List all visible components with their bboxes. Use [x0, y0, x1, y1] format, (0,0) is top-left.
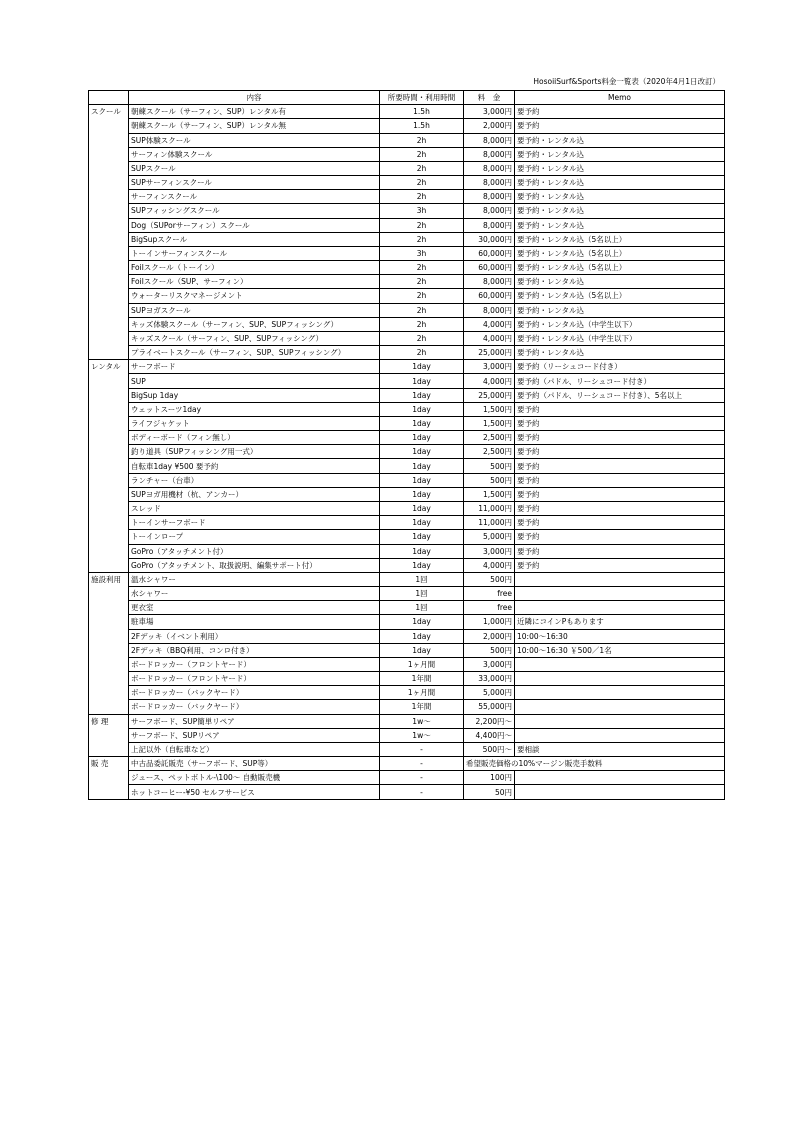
item-cell: SUPヨガ用機材（杭、アンカー）	[129, 487, 380, 501]
price-cell: 2,000円	[464, 119, 515, 133]
item-cell: ウェットスーツ1day	[129, 402, 380, 416]
item-cell: SUPヨガスクール	[129, 303, 380, 317]
item-cell: プライベートスクール（サーフィン、SUP、SUPフィッシング）	[129, 346, 380, 360]
price-cell: free	[464, 601, 515, 615]
price-cell: 4,000円	[464, 331, 515, 345]
memo-cell: 要予約・レンタル込（5名以上）	[515, 232, 725, 246]
price-cell: 8,000円	[464, 303, 515, 317]
memo-cell: 要予約	[515, 402, 725, 416]
item-cell: SUP体験スクール	[129, 133, 380, 147]
time-cell: 1w〜	[380, 728, 464, 742]
table-row	[89, 587, 725, 601]
time-cell: 2h	[380, 176, 464, 190]
time-cell: -	[380, 742, 464, 756]
item-cell: ボディーボード（フィン無し）	[129, 431, 380, 445]
price-cell: 3,000円	[464, 105, 515, 119]
table-row	[89, 388, 725, 402]
memo-cell	[515, 572, 725, 586]
time-cell: 1回	[380, 572, 464, 586]
memo-cell: 要予約	[515, 459, 725, 473]
category-label: レンタル	[89, 360, 129, 573]
price-cell: 1,500円	[464, 487, 515, 501]
price-cell: 11,000円	[464, 501, 515, 515]
memo-cell: 要予約・レンタル込	[515, 176, 725, 190]
table-row	[89, 558, 725, 572]
category-label: 施設利用	[89, 572, 129, 714]
memo-cell: 要予約	[515, 119, 725, 133]
time-cell: 1day	[380, 643, 464, 657]
table-row	[89, 601, 725, 615]
price-cell: 25,000円	[464, 388, 515, 402]
memo-cell: 要予約	[515, 431, 725, 445]
item-cell: サーフボード、SUP簡単リペア	[129, 714, 380, 728]
time-cell: 2h	[380, 190, 464, 204]
table-row	[89, 246, 725, 260]
table-row	[89, 473, 725, 487]
item-cell: スレッド	[129, 501, 380, 515]
time-cell: 1.5h	[380, 105, 464, 119]
table-row	[89, 133, 725, 147]
time-cell: 1day	[380, 530, 464, 544]
memo-cell	[515, 657, 725, 671]
price-cell: 3,000円	[464, 657, 515, 671]
table-row	[89, 672, 725, 686]
time-cell: 2h	[380, 232, 464, 246]
item-cell: サーフボード	[129, 360, 380, 374]
item-cell: 温水シャワー	[129, 572, 380, 586]
table-row	[89, 416, 725, 430]
price-cell: 3,000円	[464, 544, 515, 558]
table-row	[89, 728, 725, 742]
item-cell: 釣り道具（SUPフィッシング用一式）	[129, 445, 380, 459]
memo-cell: 要予約	[515, 105, 725, 119]
header-memo: Memo	[515, 91, 725, 105]
time-cell: 1回	[380, 601, 464, 615]
time-cell: 1ヶ月間	[380, 657, 464, 671]
memo-cell: 要予約（リーシュコード付き）	[515, 360, 725, 374]
memo-cell	[515, 714, 725, 728]
memo-cell: 要予約（パドル、リーシュコード付き）	[515, 374, 725, 388]
time-cell: 1day	[380, 416, 464, 430]
price-cell: 500円	[464, 473, 515, 487]
item-cell: ボードロッカー（バックヤード）	[129, 700, 380, 714]
item-cell: 中古品委託販売（サーフボード、SUP等）	[129, 757, 380, 771]
item-cell: 朝練スクール（サーフィン、SUP）レンタル有	[129, 105, 380, 119]
price-cell: 8,000円	[464, 176, 515, 190]
memo-cell: 近隣にコインPもあります	[515, 615, 725, 629]
memo-cell: 要予約・レンタル込（中学生以下）	[515, 331, 725, 345]
time-cell: -	[380, 785, 464, 799]
memo-cell: 要予約・レンタル込（5名以上）	[515, 289, 725, 303]
time-cell: 1day	[380, 473, 464, 487]
table-row	[89, 346, 725, 360]
table-row	[89, 487, 725, 501]
memo-cell	[515, 771, 725, 785]
price-cell: 60,000円	[464, 289, 515, 303]
table-row	[89, 374, 725, 388]
time-cell: 2h	[380, 303, 464, 317]
table-row	[89, 445, 725, 459]
memo-cell: 要予約	[515, 544, 725, 558]
price-cell: 2,500円	[464, 431, 515, 445]
time-cell: 1day	[380, 487, 464, 501]
memo-cell: 要予約・レンタル込	[515, 161, 725, 175]
price-cell: 33,000円	[464, 672, 515, 686]
item-cell: トーインサーフボード	[129, 516, 380, 530]
memo-cell: 要予約・レンタル込	[515, 147, 725, 161]
time-cell: 1day	[380, 501, 464, 515]
item-cell: ホットコーヒー-¥50 セルフサービス	[129, 785, 380, 799]
memo-cell	[515, 686, 725, 700]
item-cell: Dog（SUPorサーフィン）スクール	[129, 218, 380, 232]
table-row	[89, 544, 725, 558]
header-price: 料 金	[464, 91, 515, 105]
price-cell: 2,200円〜	[464, 714, 515, 728]
item-cell: SUPフィッシングスクール	[129, 204, 380, 218]
item-cell: Foilスクール（トーイン）	[129, 261, 380, 275]
time-cell: -	[380, 757, 464, 771]
time-cell: 2h	[380, 218, 464, 232]
memo-cell	[515, 700, 725, 714]
table-row	[89, 176, 725, 190]
time-cell: 1day	[380, 388, 464, 402]
price-cell: 8,000円	[464, 218, 515, 232]
price-cell: 8,000円	[464, 147, 515, 161]
table-row	[89, 516, 725, 530]
table-row	[89, 402, 725, 416]
time-cell: 1day	[380, 516, 464, 530]
table-row	[89, 785, 725, 799]
time-cell: 1.5h	[380, 119, 464, 133]
memo-cell: 要予約	[515, 516, 725, 530]
memo-cell	[515, 672, 725, 686]
table-row	[89, 275, 725, 289]
time-cell: 2h	[380, 275, 464, 289]
price-cell: 8,000円	[464, 204, 515, 218]
price-cell: 3,000円	[464, 360, 515, 374]
memo-cell	[515, 728, 725, 742]
memo-cell: 要予約・レンタル込	[515, 275, 725, 289]
price-cell: 4,000円	[464, 317, 515, 331]
table-row	[89, 289, 725, 303]
item-cell: ライフジャケット	[129, 416, 380, 430]
table-row	[89, 360, 725, 374]
memo-cell: 要予約	[515, 445, 725, 459]
header-category	[89, 91, 129, 105]
document-title: HosoiiSurf&Sports料金一覧表（2020年4月1日改訂）	[533, 77, 720, 86]
time-cell: 1w〜	[380, 714, 464, 728]
item-cell: SUPサーフィンスクール	[129, 176, 380, 190]
memo-cell: 10:00〜16:30	[515, 629, 725, 643]
table-row	[89, 700, 725, 714]
table-row	[89, 657, 725, 671]
item-cell: 2Fデッキ（イベント利用）	[129, 629, 380, 643]
price-cell: 8,000円	[464, 133, 515, 147]
memo-cell: 要予約・レンタル込	[515, 303, 725, 317]
price-cell: 500円	[464, 459, 515, 473]
memo-cell: 要予約・レンタル込（5名以上）	[515, 261, 725, 275]
item-cell: サーフボード、SUPリペア	[129, 728, 380, 742]
item-cell: トーインロープ	[129, 530, 380, 544]
item-cell: ランチャー（台車）	[129, 473, 380, 487]
item-cell: SUPスクール	[129, 161, 380, 175]
table-row	[89, 105, 725, 119]
table-row	[89, 261, 725, 275]
price-cell: 11,000円	[464, 516, 515, 530]
item-cell: 水シャワー	[129, 587, 380, 601]
price-cell: 500円	[464, 572, 515, 586]
price-cell: 60,000円	[464, 246, 515, 260]
price-cell: 2,500円	[464, 445, 515, 459]
memo-cell	[515, 785, 725, 799]
memo-cell: 要予約・レンタル込	[515, 190, 725, 204]
price-cell: 25,000円	[464, 346, 515, 360]
table-row	[89, 757, 725, 771]
memo-cell: 要予約（パドル、リーシュコード付き）、5名以上	[515, 388, 725, 402]
time-cell: 1day	[380, 629, 464, 643]
item-cell: キッズ体験スクール（サーフィン、SUP、SUPフィッシング）	[129, 317, 380, 331]
memo-cell: 要予約・レンタル込	[515, 218, 725, 232]
item-cell: 駐車場	[129, 615, 380, 629]
time-cell: 1年間	[380, 700, 464, 714]
table-row	[89, 714, 725, 728]
item-cell: ボードロッカー（バックヤード）	[129, 686, 380, 700]
memo-cell: 要予約・レンタル込（5名以上）	[515, 246, 725, 260]
item-cell: 上記以外（自転車など）	[129, 742, 380, 756]
memo-cell: 要予約・レンタル込	[515, 346, 725, 360]
price-cell: 50円	[464, 785, 515, 799]
time-cell: 1day	[380, 558, 464, 572]
memo-cell	[515, 601, 725, 615]
price-cell: 55,000円	[464, 700, 515, 714]
item-cell: Foilスクール（SUP、サーフィン）	[129, 275, 380, 289]
price-cell: 60,000円	[464, 261, 515, 275]
table-body	[89, 105, 725, 799]
time-cell: 1day	[380, 374, 464, 388]
price-cell: 4,000円	[464, 558, 515, 572]
table-row	[89, 204, 725, 218]
price-cell: free	[464, 587, 515, 601]
table-row	[89, 615, 725, 629]
time-cell: 2h	[380, 161, 464, 175]
item-cell: サーフィンスクール	[129, 190, 380, 204]
memo-cell: 要予約	[515, 501, 725, 515]
price-cell: 2,000円	[464, 629, 515, 643]
item-cell: 更衣室	[129, 601, 380, 615]
time-cell: 2h	[380, 331, 464, 345]
table-row	[89, 501, 725, 515]
time-cell: 1day	[380, 402, 464, 416]
table-row	[89, 161, 725, 175]
time-cell: -	[380, 771, 464, 785]
price-cell: 500円	[464, 643, 515, 657]
item-cell: GoPro（アタッチメント、取扱説明、編集サポート付）	[129, 558, 380, 572]
table-row	[89, 742, 725, 756]
price-cell: 8,000円	[464, 190, 515, 204]
time-cell: 1day	[380, 544, 464, 558]
time-cell: 1ヶ月間	[380, 686, 464, 700]
item-cell: ジュース、ペットボトル-\100〜 自動販売機	[129, 771, 380, 785]
time-cell: 1day	[380, 360, 464, 374]
header-item: 内容	[129, 91, 380, 105]
time-cell: 2h	[380, 289, 464, 303]
time-cell: 1day	[380, 615, 464, 629]
memo-cell: 要予約	[515, 487, 725, 501]
price-cell: 5,000円	[464, 530, 515, 544]
memo-cell: 要予約	[515, 473, 725, 487]
table-header-row	[89, 91, 725, 105]
item-cell: 朝練スクール（サーフィン、SUP）レンタル無	[129, 119, 380, 133]
memo-cell	[515, 587, 725, 601]
item-cell: 自転車1day ¥500 要予約	[129, 459, 380, 473]
item-cell: トーインサーフィンスクール	[129, 246, 380, 260]
item-cell: ボードロッカー（フロントヤード）	[129, 657, 380, 671]
table-row	[89, 218, 725, 232]
time-cell: 3h	[380, 204, 464, 218]
table-row	[89, 331, 725, 345]
category-label: 販 売	[89, 757, 129, 800]
price-cell: 8,000円	[464, 275, 515, 289]
price-cell: 4,400円〜	[464, 728, 515, 742]
time-cell: 1day	[380, 445, 464, 459]
table-row	[89, 530, 725, 544]
memo-cell: 要予約	[515, 530, 725, 544]
price-cell: 500円〜	[464, 742, 515, 756]
price-cell: 30,000円	[464, 232, 515, 246]
item-cell: キッズスクール（サーフィン、SUP、SUPフィッシング）	[129, 331, 380, 345]
memo-cell: 要予約・レンタル込	[515, 133, 725, 147]
table-row	[89, 317, 725, 331]
item-cell: BigSup 1day	[129, 388, 380, 402]
price-cell: 4,000円	[464, 374, 515, 388]
price-cell: 1,000円	[464, 615, 515, 629]
time-cell: 2h	[380, 346, 464, 360]
price-cell: 5,000円	[464, 686, 515, 700]
time-cell: 3h	[380, 246, 464, 260]
price-cell: 100円	[464, 771, 515, 785]
category-label: スクール	[89, 105, 129, 360]
item-cell: GoPro（アタッチメント付）	[129, 544, 380, 558]
table-row	[89, 119, 725, 133]
header-time: 所要時間・利用時間	[380, 91, 464, 105]
item-cell: BigSupスクール	[129, 232, 380, 246]
table-row	[89, 629, 725, 643]
item-cell: ウォーターリスクマネージメント	[129, 289, 380, 303]
memo-cell: 要予約	[515, 558, 725, 572]
time-cell: 1day	[380, 431, 464, 445]
memo-cell: 10:00〜16:30 ￥500／1名	[515, 643, 725, 657]
item-cell: 2Fデッキ（BBQ利用、コンロ付き）	[129, 643, 380, 657]
time-cell: 1回	[380, 587, 464, 601]
table-row	[89, 643, 725, 657]
memo-cell: 要予約・レンタル込（中学生以下）	[515, 317, 725, 331]
time-cell: 2h	[380, 261, 464, 275]
table-row	[89, 190, 725, 204]
time-cell: 2h	[380, 317, 464, 331]
table-row	[89, 232, 725, 246]
table-row	[89, 431, 725, 445]
table-row	[89, 686, 725, 700]
price-cell: 希望販売価格の10%マージン販売手数料	[464, 757, 725, 771]
memo-cell: 要相談	[515, 742, 725, 756]
time-cell: 1day	[380, 459, 464, 473]
price-table	[88, 90, 725, 800]
table-row	[89, 147, 725, 161]
item-cell: SUP	[129, 374, 380, 388]
time-cell: 2h	[380, 133, 464, 147]
memo-cell: 要予約	[515, 416, 725, 430]
price-cell: 1,500円	[464, 402, 515, 416]
memo-cell: 要予約・レンタル込	[515, 204, 725, 218]
item-cell: ボードロッカー（フロントヤード）	[129, 672, 380, 686]
table-row	[89, 572, 725, 586]
time-cell: 2h	[380, 147, 464, 161]
price-cell: 8,000円	[464, 161, 515, 175]
table-row	[89, 303, 725, 317]
table-row	[89, 459, 725, 473]
price-cell: 1,500円	[464, 416, 515, 430]
item-cell: サーフィン体験スクール	[129, 147, 380, 161]
table-row	[89, 771, 725, 785]
category-label: 修 理	[89, 714, 129, 757]
time-cell: 1年間	[380, 672, 464, 686]
